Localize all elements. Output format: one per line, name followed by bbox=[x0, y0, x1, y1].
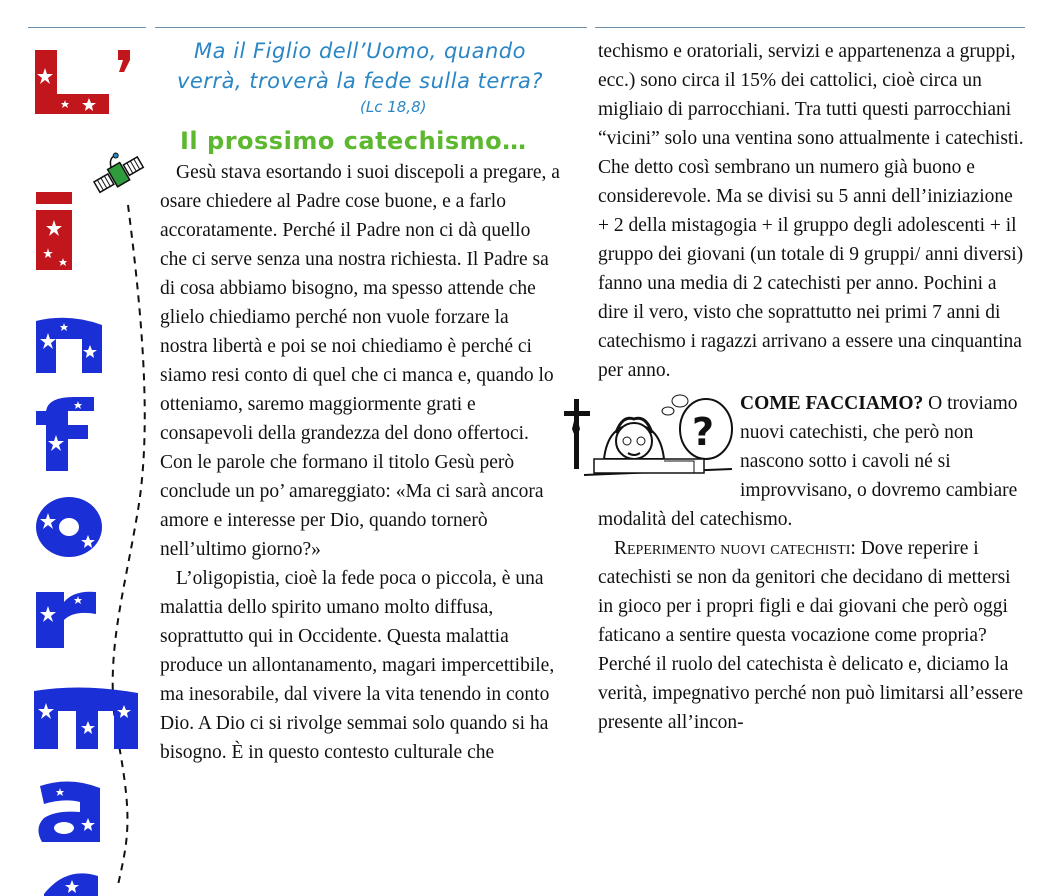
masthead-apostrophe bbox=[116, 48, 132, 74]
masthead-letter-a bbox=[34, 778, 106, 844]
come-facciamo-heading: COME FACCIAMO? bbox=[740, 393, 924, 414]
masthead-letter-i bbox=[34, 190, 74, 272]
masthead-letter-m bbox=[32, 685, 140, 751]
masthead-letter-o bbox=[34, 495, 104, 559]
top-rule-left bbox=[28, 27, 146, 28]
masthead-letter-t bbox=[36, 866, 106, 896]
masthead-letter-r bbox=[34, 588, 98, 650]
svg-text:?: ? bbox=[692, 410, 715, 454]
column-left bbox=[160, 28, 560, 767]
masthead-letter-n bbox=[34, 315, 104, 375]
col1-paragraph-2: L’oligopistia, cioè la fede poca o piccola, è una malattia dello spirito umano molto diffusa, soprattutto qui in Occidente. Questa malattia produce un allontanamento, magari impercettibile, ma inesorabile, dal vivere la vita tenendo in conto Dio. A Dio ci si rivolge semmai solo quando si ha bisogno. È in questo contesto culturale che bbox=[160, 568, 555, 763]
reperimento-heading: Reperimento nuovi catechisti: bbox=[614, 538, 856, 559]
col2-paragraph-2-text: O troviamo nuovi catechisti, che però non nascono sotto i cavoli né si improvvisano, o dovremo cambiare modalità del catechismo. bbox=[598, 393, 1018, 530]
masthead-letter-l bbox=[33, 48, 111, 116]
top-rule-right bbox=[595, 27, 1025, 28]
satellite-icon bbox=[92, 150, 148, 200]
col2-paragraph-3 bbox=[598, 534, 1028, 737]
gospel-quote: Ma il Figlio dell’Uomo, quando verrà, troverà la fede sulla terra? bbox=[176, 39, 544, 93]
section-title: Il prossimo catechismo… bbox=[180, 127, 527, 155]
gospel-reference: (Lc 18,8) bbox=[360, 98, 427, 116]
catechist-cartoon-illustration bbox=[564, 389, 734, 499]
col2-paragraph-3-text: Dove reperire i catechisti se non da genitori che decidano di mettersi in gioco per i propri figli e dai giovani che però oggi faticano a sentire questa vocazione come propria? Perché il ruolo del catechista è delicato e, diciamo la verità, impegnativo perché non può limitarsi all’essere presente all’incon- bbox=[598, 538, 1024, 733]
column-right bbox=[598, 37, 1028, 737]
col1-paragraph-1: Gesù stava esortando i suoi discepoli a pregare, a osare chiedere al Padre cose buone, e a farlo accoratamente. Perché il Padre non ci dà quello che ci serve senza una nostra richiesta. Il Padre sa di cosa abbiamo bisogno, ma spesso attende che glielo chiediamo perché non vuole forzare la nostra libertà e poi se noi chiediamo è perché ci siamo resi conto di quel che ci manca e, quando lo otteniamo, saremo maggiormente grati e consapevoli della grandezza del dono offertoci. Con le parole che formano il titolo Gesù però conclude un po’ amareggiato: «Ma ci sarà ancora amore e interesse per Dio, quando tornerò nell’ultimo giorno?» bbox=[160, 162, 560, 560]
col2-paragraph-1: techismo e oratoriali, servizi e appartenenza a gruppi, ecc.) sono circa il 15% dei cattolici, cioè circa un migliaio di parrocchiani. Tra tutti questi parrocchiani “vicini” solo una ventina sono attualmente i catechisti. Che detto così sembrano un numero già buono e considerevole. Ma se divisi su 5 anni dell’iniziazione + 2 della mistagogia + il gruppo degli adolescenti + il gruppo dei giovani (un totale di 9 gruppi/ anni diversi) fanno una media di 2 catechisti per anno. Pochini a dire il vero, visto che soprattutto nei primi 7 anni di catechismo i ragazzi arrivano a essere una cinquantina per anno. bbox=[598, 41, 1024, 381]
masthead-letter-f bbox=[34, 395, 96, 473]
